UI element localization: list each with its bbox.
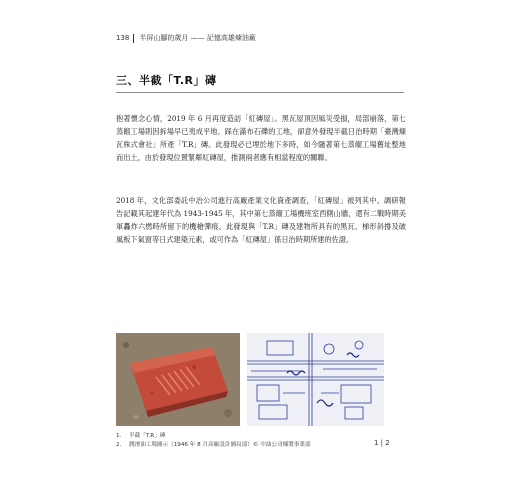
plan-drawing-illustration [247, 333, 384, 426]
paragraph-1: 抱著懷念心情，2019 年 6 月再度造訪「紅磚屋」。黑瓦屋頂因風災受損，局部崩落，第七蒸餾工場則因拆場早已夷成平地。踩在滿布石礫的工地，卻意外發現半截日治時期「臺灣煉瓦株式會社」所產「T.R」磚。此發現必已埋於地下多時，如今隨著第七蒸餾工場舊址整地而出土，由於發現位置緊鄰紅磚屋，推測兩者應有相當程度的關聯。 [116, 114, 406, 162]
lubricant-plant-plan [247, 333, 384, 426]
caption-number: 2. [116, 442, 122, 448]
caption-1 [116, 432, 311, 441]
caption-text: 半截「T.R」磚 [129, 433, 166, 439]
header-divider [133, 34, 134, 43]
page-number: 138 [116, 34, 130, 42]
section-rule [116, 92, 404, 93]
running-header [116, 33, 256, 43]
caption-text: 潤滑油工場圖示（1946 年 8 月高廠設計圖局部）© 中油公司煉製事業部 [129, 442, 311, 448]
running-title: 半屏山腳的歲月 —— 記憶高雄煉油廠 [139, 34, 256, 42]
caption-2 [116, 441, 311, 450]
brick-photo [116, 333, 240, 426]
figure-number-marker: 1 | 2 [374, 439, 390, 447]
brick-photo-illustration [116, 333, 240, 426]
section-title: 三、半截「T.R」磚 [116, 74, 217, 87]
caption-number: 1. [116, 433, 122, 439]
figure-captions [116, 432, 311, 450]
paragraph-2: 2018 年，文化部委託中冶公司進行高廠產業文化資產調查，「紅磚屋」被列其中。調研報告記載其起建年代為 1943-1945 年，其中第七蒸餾工場機班室西側山牆，還有二戰時期美軍轟炸六燃時所留下的機槍彈痕。此發現與「T.R」磚及建物所具有的黑瓦、梯形斜撐及破風板下氣窗等日式建築元素，或可作為「紅磚屋」係日治時期所建的佐證。 [116, 196, 406, 244]
